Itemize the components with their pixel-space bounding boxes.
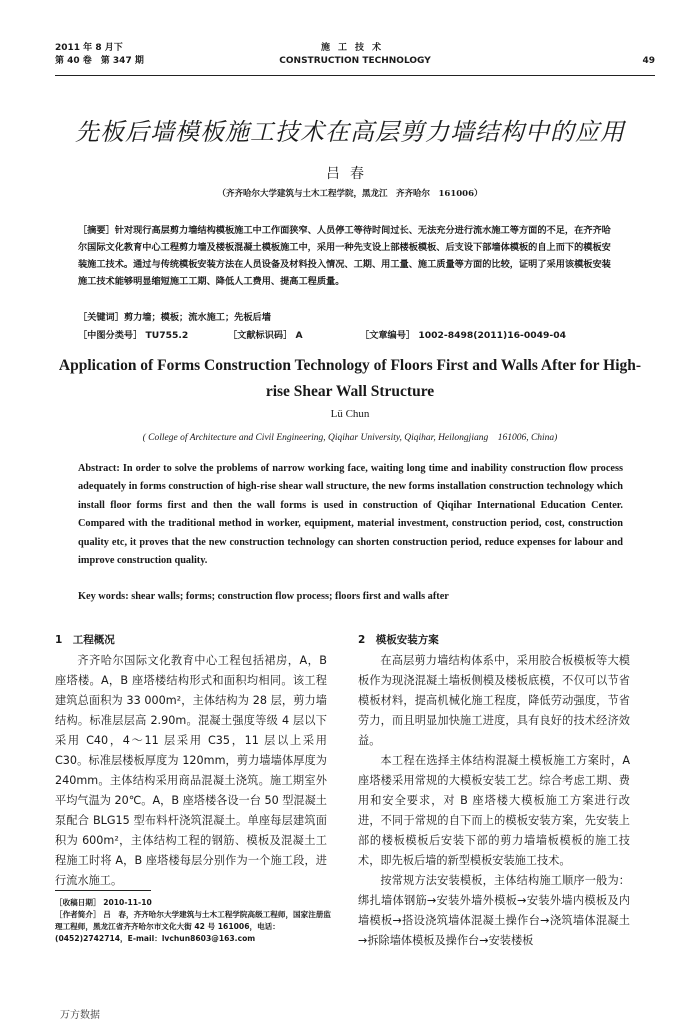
abstract-cn-label: ［摘要］ bbox=[78, 225, 115, 236]
author-cn: 吕春 bbox=[326, 166, 374, 182]
issue-date: 2011 年 8 月下 bbox=[55, 43, 123, 53]
keywords-en bbox=[78, 591, 623, 602]
keywords-en-text: shear walls; forms; construction flow process; floors first and walls after bbox=[128, 591, 449, 602]
journal-name-cn: 施工技术 bbox=[320, 43, 389, 53]
author-bio: ［作者简介］ 吕 春，齐齐哈尔大学建筑与土木工程学院高级工程师，国家注册监理工程师，黑龙江省齐齐哈尔市文化大街 42 号 161006，电话：(0452)2742714，E-mail：lvchun8603@163.com bbox=[55, 910, 332, 943]
author-en: Lü Chun bbox=[330, 408, 370, 420]
affiliation-en: ( College of Architecture and Civil Engineering, Qiqihar University, Qiqihar, Heilongjiang 161006, China) bbox=[142, 433, 558, 443]
title-cn: 先板后墙模板施工技术在高层剪力墙结构中的应用 bbox=[75, 118, 625, 146]
title-en: Application of Forms Construction Technology of Floors First and Walls After for High-rise Shear Wall Structure bbox=[58, 357, 642, 400]
abstract-cn-text: 针对现行高层剪力墙结构模板施工中工作面狭窄、人员停工等待时间过长、无法充分进行流水施工等方面的不足，在齐齐哈尔国际文化教育中心工程剪力墙及楼板混凝土模板施工中，采用一种先支设上部楼板模板、后支设下部墙体模板的自上而下的模板安装施工技术。通过与传统模板安装方法在人员设备及材料投入情况、工期、用工量、施工质量等方面的比较，证明了采用该模板安装施工技术能够明显缩短施工工期、降低人工费用、提高工程质量。 bbox=[78, 225, 611, 287]
section-2-paragraph-3: 按常规方法安装模板，主体结构施工顺序一般为：绑扎墙体钢筋→安装外墙外模板→安装外墙内模板及内墙模板→搭设浇筑墙体混凝土操作台→浇筑墙体混凝土→拆除墙体模板及操作台→安装楼板 bbox=[358, 874, 630, 947]
keywords-en-label: Key words: bbox=[78, 591, 129, 602]
keywords-cn bbox=[78, 309, 618, 323]
keywords-cn-label: ［关键词］ bbox=[78, 312, 124, 323]
section-2-paragraph-2: 本工程在选择主体结构混凝土模板施工方案时，A 座塔楼采用常规的大模板安装工艺。综合考虑工期、费用和安全要求，对 B 座塔楼大模板施工方案进行改进，不同于常规的自下而上的模板安装方案，先安装上部的楼板模板后安装下部的剪力墙墙板模板的施工技术，即先板后墙的新型模板安装施工技术。 bbox=[358, 754, 630, 867]
watermark: 万方数据 bbox=[60, 1010, 100, 1021]
issue-volume: 第 40 卷 第 347 期 bbox=[55, 56, 144, 66]
received-date: ［收稿日期］ 2010-11-10 bbox=[55, 898, 152, 907]
journal-name-en: CONSTRUCTION TECHNOLOGY bbox=[279, 56, 431, 66]
section-2-heading: 2 模板安装方案 bbox=[358, 634, 439, 646]
clc-number: ［中图分类号］ TU755.2 bbox=[78, 330, 189, 341]
article-number: ［文章编号］ 1002-8498(2011)16-0049-04 bbox=[360, 330, 567, 341]
section-1-heading: 1 工程概况 bbox=[55, 634, 115, 646]
footnote bbox=[55, 897, 333, 945]
page-number: 49 bbox=[642, 56, 655, 66]
abstract-en-label: Abstract: bbox=[78, 463, 120, 474]
keywords-cn-text: 剪力墙；模板；流水施工；先板后墙 bbox=[123, 312, 271, 323]
footnote-rule bbox=[55, 890, 151, 891]
abstract-cn bbox=[78, 222, 618, 290]
abstract-en bbox=[78, 460, 623, 570]
document-code: ［文献标识码］ A bbox=[228, 330, 303, 341]
section-1-paragraph: 齐齐哈尔国际文化教育中心工程包括裙房，A，B 座塔楼。A，B 座塔楼结构形式和面积均相同。该工程建筑总面积为 33 000m²，主体结构为 28 层，剪力墙结构。标准层层高 2.90m。混凝土强度等级 4 层以下采用 C40，4～11 层采用 C35，11 层以上采用 C30。标准层楼板厚度为 120mm，剪力墙墙体厚度为 240mm。主体结构采用商品混凝土浇筑。施工期室外平均气温为 20℃。A，B 座塔楼各设一台 50 型混凝土泵配合 BLG15 型布料杆浇筑混凝土。单座每层建筑面积为 600m²，主体结构工程的钢筋、模板及混凝土工程施工时将 A，B 座塔楼每层分别作为一个施工段，进行流水施工。 bbox=[55, 654, 327, 887]
abstract-en-text: In order to solve the problems of narrow working face, waiting long time and inability construction flow process adequately in forms construction of high-rise shear wall structure, the new forms installation construction technology which install floor forms first and then the wall forms is used in construction of Qiqihar International Education Center. Compared with the traditional method in worker, equipment, material investment, construction period, cost, construction quality etc, it proves that the new construction technology can shorten construction period, reduce expenses for labour and improve construction quality. bbox=[78, 463, 623, 567]
body-column-left bbox=[55, 630, 327, 891]
page-header bbox=[55, 42, 655, 76]
section-2-paragraph-1: 在高层剪力墙结构体系中，采用胶合板模板等大模板作为现浇混凝土墙板侧模及楼板底模，不仅可以节省模板材料，提高机械化施工程度，降低劳动强度，节省劳力，而且明显加快施工进度，具有良好的技术经济效益。 bbox=[358, 654, 630, 747]
journal-name bbox=[55, 42, 655, 68]
body-column-right bbox=[358, 630, 630, 951]
affiliation-cn: （齐齐哈尔大学建筑与土木工程学院，黑龙江 齐齐哈尔 161006） bbox=[217, 189, 483, 199]
